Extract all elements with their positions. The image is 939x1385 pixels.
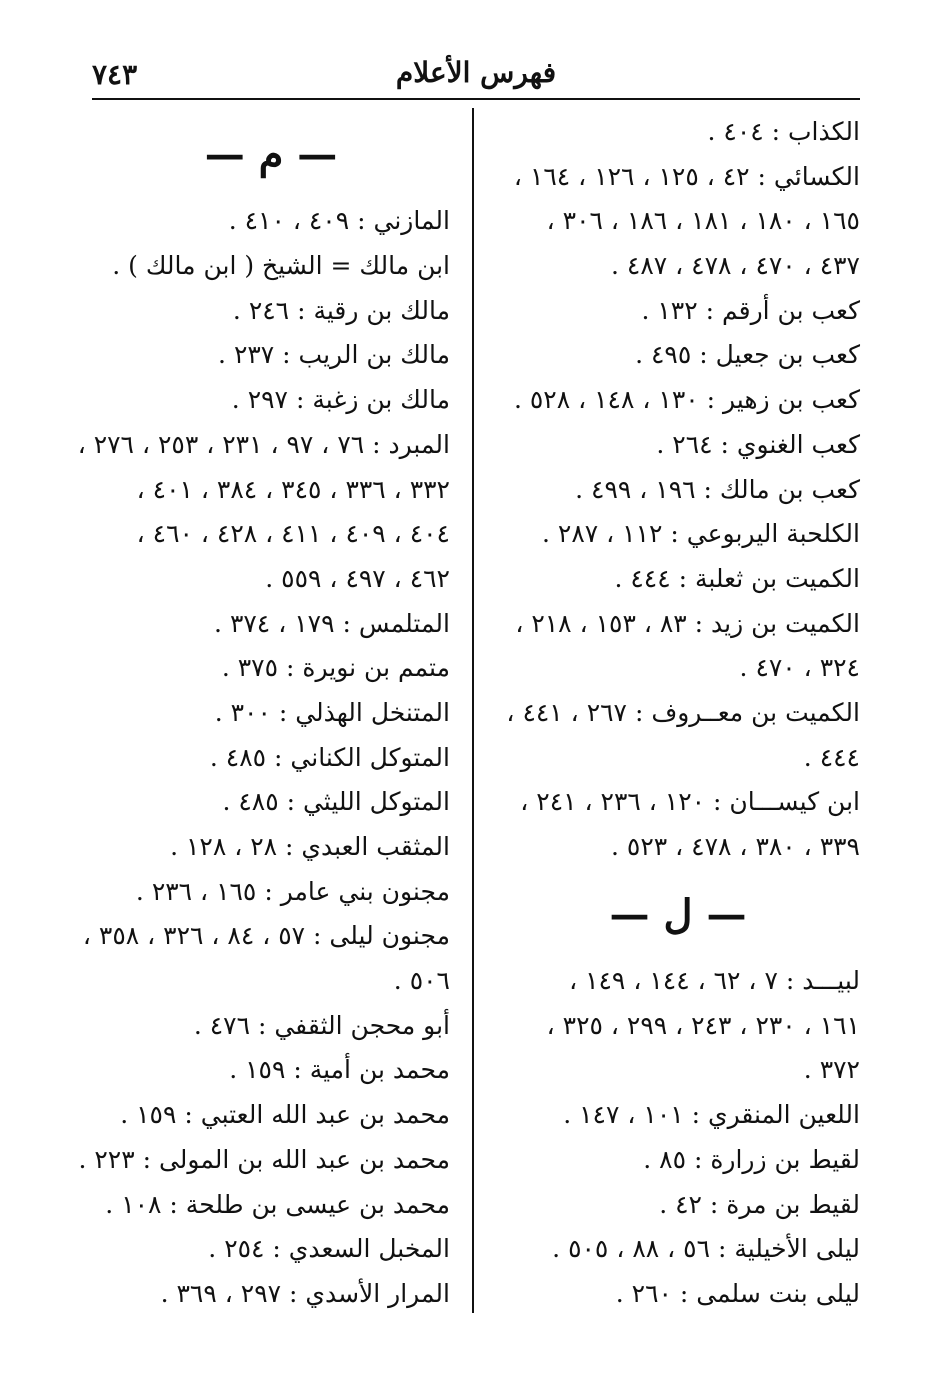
index-entry-continued: ٤٦٢ ، ٤٩٧ ، ٥٥٩ . [265, 563, 450, 593]
index-entry: مالك بن زغبة : ٢٩٧ . [231, 385, 450, 415]
index-entry: ليلى بنت سلمى : ٢٦٠ . [615, 1278, 860, 1308]
index-entry: كعب بن مالك : ١٩٦ ، ٤٩٩ . [575, 474, 860, 504]
index-entry: الكلحبة اليربوعي : ١١٢ ، ٢٨٧ . [542, 519, 860, 549]
index-entry: المتلمس : ١٧٩ ، ٣٧٤ . [214, 608, 450, 638]
index-entry: لقيط بن زرارة : ٨٥ . [643, 1144, 860, 1174]
index-entry: المخبل السعدي : ٢٥٤ . [208, 1234, 450, 1264]
index-entry: المتنخل الهذلي : ٣٠٠ . [214, 697, 450, 727]
index-entry: ليلى الأخيلية : ٥٦ ، ٨٨ ، ٥٠٥ . [552, 1234, 860, 1264]
index-entry: المبرد : ٧٦ ، ٩٧ ، ٢٣١ ، ٢٥٣ ، ٢٧٦ ، [77, 429, 450, 459]
index-entry: المثقب العبدي : ٢٨ ، ١٢٨ . [170, 832, 450, 862]
section-letter-mim: — م — [204, 131, 338, 178]
index-entry: لبيـــد : ٧ ، ٦٢ ، ١٤٤ ، ١٤٩ ، [569, 966, 860, 996]
index-entry-continued: ٣٣٩ ، ٣٨٠ ، ٤٧٨ ، ٥٢٣ . [611, 832, 860, 861]
index-entry: لقيط بن مرة : ٤٢ . [659, 1189, 860, 1219]
column-divider [472, 108, 474, 1313]
index-entry: الكسائي : ٤٢ ، ١٢٥ ، ١٢٦ ، ١٦٤ ، [513, 161, 860, 191]
index-entry: كعب بن أرقم : ١٣٢ . [641, 295, 860, 325]
index-entry-continued: ٥٠٦ . [393, 966, 450, 996]
page-title: فهرس الأعلام [395, 56, 557, 89]
index-entry-continued: ٣٧٢ . [803, 1055, 860, 1085]
right-column [496, 110, 860, 1317]
index-entry: مجنون ليلى : ٥٧ ، ٨٤ ، ٣٢٦ ، ٣٥٨ ، [82, 921, 450, 951]
index-entry: محمد بن عبد الله بن المولى : ٢٢٣ . [78, 1144, 450, 1174]
index-entry: محمد بن عبد الله العتبي : ١٥٩ . [120, 1100, 450, 1130]
index-entry: كعب بن جعيل : ٤٩٥ . [635, 340, 860, 370]
index-entry: ابن مالك = الشيخ ( ابن مالك ) . [112, 251, 450, 281]
index-entry: الكميت بن ثعلبة : ٤٤٤ . [614, 563, 860, 593]
index-entry: كعب بن زهير : ١٣٠ ، ١٤٨ ، ٥٢٨ . [513, 385, 860, 415]
index-entry: أبو محجن الثقفي : ٤٧٦ . [193, 1010, 450, 1040]
index-entry: المتوكل الكناني : ٤٨٥ . [209, 742, 450, 772]
index-entry-continued: ٣٣٢ ، ٣٣٦ ، ٣٤٥ ، ٣٨٤ ، ٤٠١ ، [136, 474, 450, 504]
index-entry-continued: ١٦١ ، ٢٣٠ ، ٢٤٣ ، ٢٩٩ ، ٣٢٥ ، [546, 1010, 860, 1040]
section-letter-lam: — ل — [609, 890, 747, 938]
index-entry-continued: ٤٤٤ . [803, 742, 860, 772]
index-entry: الكذاب : ٤٠٤ . [707, 117, 860, 146]
index-entry: الكميت بن معــروف : ٢٦٧ ، ٤٤١ ، [506, 697, 860, 727]
left-column [77, 110, 450, 1317]
index-entry: اللعين المنقري : ١٠١ ، ١٤٧ . [563, 1100, 860, 1130]
index-entry: المازني : ٤٠٩ ، ٤١٠ . [228, 206, 450, 236]
index-entry-continued: ١٦٥ ، ١٨٠ ، ١٨١ ، ١٨٦ ، ٣٠٦ ، [546, 206, 860, 236]
index-entry: محمد بن عيسى بن طلحة : ١٠٨ . [105, 1189, 450, 1219]
index-entry: المتوكل الليثي : ٤٨٥ . [222, 787, 450, 817]
page-header [92, 52, 860, 100]
index-entry: ابن كيســـان : ١٢٠ ، ٢٣٦ ، ٢٤١ ، [520, 787, 860, 817]
index-entry: مالك بن رقية : ٢٤٦ . [232, 295, 450, 325]
index-entry-continued: ٤٠٤ ، ٤٠٩ ، ٤١١ ، ٤٢٨ ، ٤٦٠ ، [136, 519, 450, 549]
index-entry: مالك بن الريب : ٢٣٧ . [218, 340, 450, 370]
index-entry: كعب الغنوي : ٢٦٤ . [656, 429, 860, 459]
index-entry-continued: ٣٢٤ ، ٤٧٠ . [739, 653, 860, 683]
index-entry: متمم بن نويرة : ٣٧٥ . [221, 653, 450, 683]
index-entry: محمد بن أمية : ١٥٩ . [229, 1055, 450, 1085]
index-entry: المرار الأسدي : ٢٩٧ ، ٣٦٩ . [160, 1278, 450, 1308]
index-entry: مجنون بني عامر : ١٦٥ ، ٢٣٦ . [135, 876, 450, 906]
index-entry: الكميت بن زيد : ٨٣ ، ١٥٣ ، ٢١٨ ، [515, 608, 860, 638]
page-number: ٧٤٣ [92, 58, 138, 91]
index-entry-continued: ٤٣٧ ، ٤٧٠ ، ٤٧٨ ، ٤٨٧ . [611, 251, 860, 281]
